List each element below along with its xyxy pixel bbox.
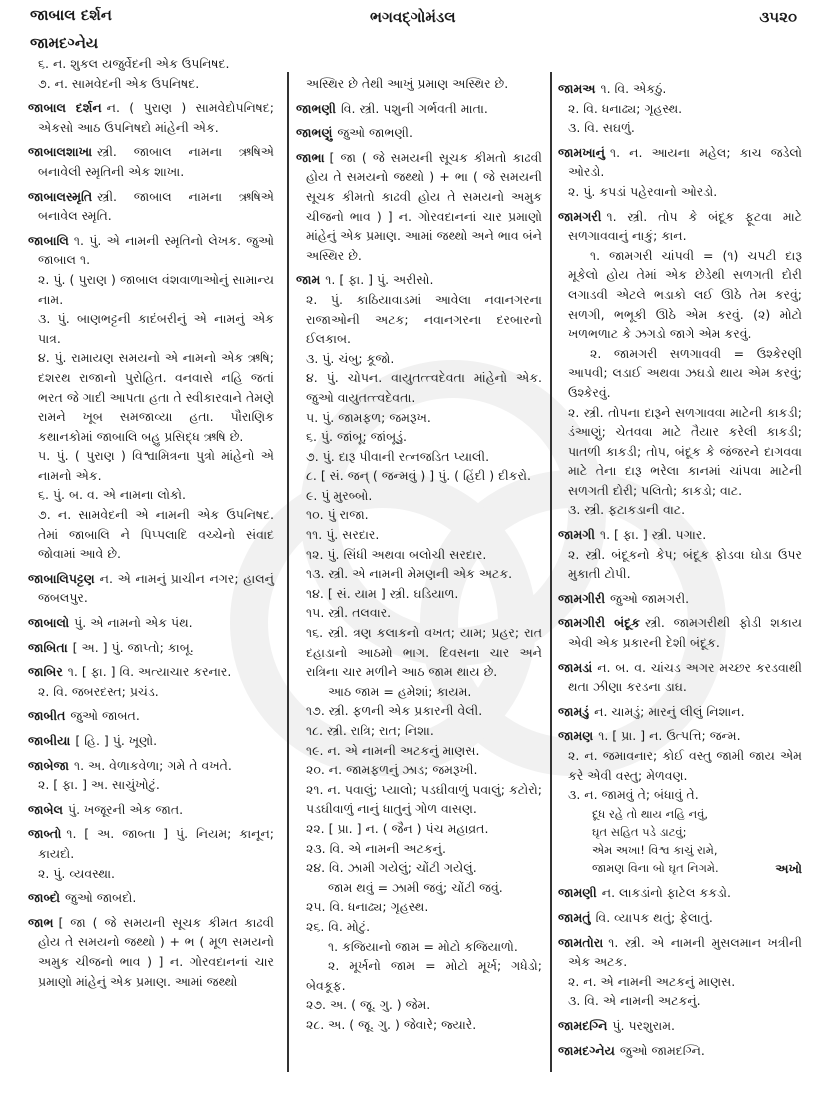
dictionary-entry xyxy=(558,908,802,928)
dictionary-entry xyxy=(558,702,802,722)
entry-sense xyxy=(296,701,542,721)
entry-sense xyxy=(296,545,542,565)
entry-sense xyxy=(296,819,542,839)
entry-sense xyxy=(296,349,542,369)
headword: જામણી xyxy=(558,885,597,901)
dictionary-entry xyxy=(28,888,274,908)
definition-text: [ જા ( જે સમયની સૂચક કીમતો કાઢવી હોય તે સમયનો જથ્થો ) + ભા ( જે સમયની સૂચક કીમતો કાઢવી હોય તે સમયનો અમુક ચીજનો ભાવ ) ] ન. ગોરવદાનનાં ચાર પ્રમાણો માંહેનું એક પ્રમાણ. આમાં જથ્થો અને ભાવ બંને અસ્થિર છે. xyxy=(306,149,542,263)
headword: જાભા xyxy=(296,149,325,165)
dictionary-entry xyxy=(558,207,802,246)
entry-sense xyxy=(296,584,542,604)
entry-sense xyxy=(28,505,274,564)
definition-text: ૧૫. સ્ત્રી. તલવાર. xyxy=(306,605,392,621)
entry-sense xyxy=(558,99,802,119)
definition-text: ૨૦. ન. જામફળનું ઝાડ; જમરૂખી. xyxy=(306,762,478,778)
definition-text: સ્ત્રી. જામગરીથી ફોડી શકાય એવી એક પ્રકારની દેશી બંદૂક. xyxy=(568,615,802,651)
definition-text: ૧૮. સ્ત્રી. રાત્રિ; રાત; નિશા. xyxy=(306,723,434,738)
entry-sense xyxy=(296,74,542,94)
headword: જામખાનું xyxy=(558,144,605,160)
headword: જાબેલ xyxy=(28,801,63,817)
definition-text: ૧. પું. એ નામની સ્મૃતિનો લેખક. જુઓ જાબાલ ૧. xyxy=(38,232,274,268)
entry-sense xyxy=(296,408,542,428)
definition-text: ૩. સ્ત્રી. ફટાકડાની વાટ. xyxy=(568,502,686,518)
dictionary-entry xyxy=(28,706,274,726)
entry-sense xyxy=(296,486,542,506)
dictionary-entry xyxy=(296,148,542,266)
definition-text: ૭. પું. દારૂ પીવાની રત્નજડિત પ્યાલી. xyxy=(306,448,490,464)
definition-text: ૧૦. પું રાજા. xyxy=(306,507,369,523)
definition-text: જુઓ જાબદો. xyxy=(65,890,137,906)
entry-sense xyxy=(558,545,802,584)
definition-text: ૭. ન. સામવેદની એ નામની એક ઉપનિષદ. તેમાં જાબાલિ ને પિપ્પલાદિ વચ્ચેનો સંવાદ જોવામાં આવે છે. xyxy=(38,507,274,562)
entry-sense xyxy=(28,270,274,309)
dictionary-entry xyxy=(296,270,542,290)
definition-text: જુઓ જામગરી. xyxy=(610,590,690,606)
definition-text: ૨. સ્ત્રી. તોપના દારૂને સળગાવવા માટેની કાકડી; ડંઆણું; ચેતવવા માટે તૈયાર કરેલી કાકડી; પાતળી કાકડી; તોપ, બંદૂક કે જંજરને દાગવવા માટે તેના દારૂ ભરેલા કાનમાં ચાંપવા માટેની સળગતી દોરી; પલિતો; કાકડો; વાટ. xyxy=(568,404,802,498)
dictionary-entry xyxy=(28,98,274,137)
definition-text: ૩. ન. જામવું તે; બંધાવું તે. xyxy=(568,787,699,803)
definition-text: વિ. સ્ત્રી. પશુની ગર્ભવતી માતા. xyxy=(340,100,488,116)
entry-sense xyxy=(296,741,542,761)
definition-text: ૪. પું. રામાયણ સમયનો એ નામનો એક ઋષિ; દશરથ રાજાનો પુરોહિત. વનવાસે નહિ જતાં ભરત જે ગાદી આપતા હતા તે સ્વીકારવાને તેમણે રામને ખૂબ સમજાવ્યા હતા. પૌરાણિક કથાનકોમાં જાબાલિ બહુ પ્રસિદ્ધ ઋષિ છે. xyxy=(38,350,274,444)
definition-text: વિ. વ્યાપક થતું; ફેલાતું. xyxy=(595,909,713,925)
entry-sense xyxy=(28,485,274,505)
definition-text: ૨. [ ફા. ] અ. સાચુંખોટું. xyxy=(38,777,160,793)
headword: જાબીયા xyxy=(28,733,71,748)
definition-text: ૧. [ ફા. ] વિ. અત્યાચાર કરનાર. xyxy=(67,664,232,680)
headword: જામણ xyxy=(558,728,594,744)
definition-text: ૪. પું. ચોપન. વાયુતત્ત્વદેવતા માંહેનો એક. જુઓ વાયુતત્ત્વદેવતા. xyxy=(306,370,542,405)
entry-sense xyxy=(296,682,542,702)
entry-sense xyxy=(296,466,542,486)
headword: જામડાં xyxy=(558,659,593,675)
entry-sense xyxy=(296,290,542,349)
definition-text: ૩. પું. ચંબુ; કૂજો. xyxy=(306,350,395,366)
headword: જામદગ્નિ xyxy=(558,1017,608,1033)
definition-text: ૧. સ્ત્રી. તોપ કે બંદૂક ફૂટવા માટે સળગાવવાનું નાકું; કાન. xyxy=(568,208,802,244)
definition-text: ૨. પું. કાઠિયાવાડમાં આવેલા નવાનગરના રાજાઓની અટક; નવાનગરના દરબારનો ઈલકાબ. xyxy=(306,291,542,347)
dictionary-entry xyxy=(558,589,802,609)
definition-text: ૧૪. [ સં. યામ ] સ્ત્રી. ઘડિયાળ. xyxy=(306,585,459,601)
definition-text: ન. લાકડાંનો ફાટેલ કકડો. xyxy=(601,885,731,901)
dictionary-entry xyxy=(558,1016,802,1036)
definition-text: ન. એ નામનું પ્રાચીન નગર; હાલનું જબલપુર. xyxy=(38,570,274,606)
entry-sense xyxy=(296,937,542,957)
definition-text: ૨૮. અ. ( જૂ. ગુ. ) જેવારે; જ્યારે. xyxy=(306,1016,477,1032)
definition-text: ૧. સ્ત્રી. એ નામની મુસલમાન ખત્રીની એક અટક. xyxy=(568,934,802,970)
definition-text: ૨. પું. ( પુરાણ ) જાબાલ વંશવાળાઓનું સામાન્ય નામ. xyxy=(38,271,274,307)
headword: જાબાલશાખા xyxy=(28,144,93,160)
entry-sense xyxy=(28,446,274,485)
definition-text: ૩. વિ. સઘળું. xyxy=(568,120,635,136)
entry-sense xyxy=(296,956,542,995)
definition-text: ૧૨. પું. સિંધી અથવા બલોચી સરદાર. xyxy=(306,546,487,562)
entry-sense xyxy=(296,858,542,878)
entry-sense xyxy=(296,505,542,525)
column-1 xyxy=(28,54,274,991)
definition-text: ૫. પું. જામફળ; જમરૂખ. xyxy=(306,409,431,425)
page-number: ૩૫૨૦ xyxy=(759,8,797,26)
definition-text: ૫. પું. ( પુરાણ ) વિશ્વામિત્રના પુત્રો માંહેનો એ નામનો એક. xyxy=(38,448,274,483)
dictionary-entry xyxy=(28,231,274,270)
column-divider xyxy=(550,72,552,1072)
entry-sense xyxy=(296,878,542,898)
definition-text: ૬. ન. શુકલ યજુર્વેદની એક ઉપનિષદ. xyxy=(38,56,230,71)
dictionary-entry xyxy=(558,79,802,99)
dictionary-entry xyxy=(28,731,274,751)
definition-text: [ હિ. ] પું. ખૂણો. xyxy=(75,733,158,748)
headword: જામડું xyxy=(558,703,590,719)
definition-text: ૧. અ. વેળાકવેળા; ગમે તે વખતે. xyxy=(73,757,232,773)
entry-sense xyxy=(296,780,542,819)
dictionary-entry xyxy=(28,142,274,181)
headword: જામઅ xyxy=(558,81,596,96)
column-3 xyxy=(558,74,802,1060)
definition-text: ૧૧. પું. સરદાર. xyxy=(306,527,380,543)
definition-text: ૨૪. વિ. ઝામી ગયેલું; ચોંટી ગયેલું. xyxy=(306,860,477,876)
definition-text: જામ થવું = ઝામી જવું; ચોંટી જવું. xyxy=(328,879,503,895)
dictionary-entry xyxy=(28,800,274,820)
definition-text: સ્ત્રી. જાબાલ નામના ઋષિએ બનાવેલી સ્મૃતિની એક શાખા. xyxy=(38,144,274,179)
definition-text: ૨૬. વિ. મોટું. xyxy=(306,918,371,934)
verse-line xyxy=(558,805,802,823)
headword: જાબાલિ xyxy=(28,232,69,248)
definition-text: ૭. ન. સામવેદની એક ઉપનિષદ. xyxy=(38,75,200,91)
dictionary-entry xyxy=(28,569,274,608)
headword: જાબીત xyxy=(28,708,66,724)
entry-sense xyxy=(558,182,802,202)
headword: જામગીરી xyxy=(558,590,606,606)
entry-sense xyxy=(296,839,542,859)
dictionary-entry xyxy=(296,99,542,119)
definition-text: ૨. વિ. જબરદસ્ત; પ્રચંડ. xyxy=(38,683,159,699)
dictionary-entry xyxy=(28,662,274,682)
definition-text: ૨. મૂર્ખનો જામ = મોટો મૂર્ખ; ગધેડો; બેવકૂફ. xyxy=(306,958,542,993)
definition-text: ૯. પું મુરબ્બો. xyxy=(306,487,373,503)
dictionary-entry xyxy=(28,638,274,658)
entry-sense xyxy=(296,564,542,584)
running-head-first-word: જાબાલ દર્શન xyxy=(30,6,112,24)
dictionary-entry xyxy=(28,756,274,776)
definition-text: [ અ. ] પું. જાપ્તો; કાબૂ. xyxy=(72,639,194,655)
definition-text: અખો xyxy=(775,860,802,876)
headword: જાબાલો xyxy=(28,615,70,631)
definition-text: ૨૨. [ પ્રા. ] ન. ( જૈન ) પંચ મહાવ્રત. xyxy=(306,820,489,836)
headword: જાબાલસ્મૃતિ xyxy=(28,188,93,204)
definition-text: [ જા ( જે સમયની સૂચક કીમત કાઢવી હોય તે સમયનો જથ્થો ) + ભ ( મૂળ સમયનો અમુક ચીજનો ભાવ ) ] ન. ગોરવદાનનાં ચાર પ્રમાણો માંહેનું એક પ્રમાણ. આમાં જથ્થો xyxy=(38,914,274,989)
headword: જામગી xyxy=(558,527,595,543)
entry-sense xyxy=(296,623,542,682)
definition-text: ૮. [ સં. જન્ ( જન્મવું ) ] પું. ( હિંદી ) દીકરો. xyxy=(306,468,532,484)
dictionary-entry xyxy=(558,613,802,652)
definition-text: જુઓ જાભણી. xyxy=(337,125,413,141)
definition-text: ઘૃત સહિત પડે ડાટવું; xyxy=(592,824,687,839)
entry-sense xyxy=(296,1015,542,1035)
definition-text: ૬. પું. જાંબૂ; જાંબૂડું. xyxy=(306,429,408,445)
definition-text: પું. પરશુરામ. xyxy=(612,1017,675,1033)
entry-sense xyxy=(296,603,542,623)
definition-text: જુઓ જાબત. xyxy=(70,708,140,724)
definition-text: ૧૭. સ્ત્રી. ફળની એક પ્રકારની વેલી. xyxy=(306,703,483,719)
entry-sense xyxy=(28,775,274,795)
entry-sense xyxy=(558,785,802,805)
headword: જાબેજા xyxy=(28,757,69,773)
verse-line xyxy=(558,823,802,841)
definition-text: ૨. ન. જમાવનાર; કોઈ વસ્તુ જામી જાય એમ કરે એવી વસ્તુ; મેળવણ. xyxy=(568,748,802,783)
entry-sense xyxy=(28,309,274,348)
entry-sense xyxy=(558,403,802,501)
definition-text: ૨. પું. કપડાં પહેરવાનો ઓરડો. xyxy=(568,183,718,199)
headword: જામગરી xyxy=(558,208,602,224)
dictionary-entry xyxy=(558,525,802,545)
entry-sense xyxy=(296,760,542,780)
headword: જામ xyxy=(296,272,321,288)
definition-text: દૂધ રહે તો થાય નહિ નવું, xyxy=(592,806,709,821)
headword: જાબિર xyxy=(28,664,63,680)
entry-sense xyxy=(558,500,802,520)
definition-text: ૧. કજિયાનો જામ = મોટો કજિયાળો. xyxy=(328,938,518,954)
entry-sense xyxy=(296,368,542,407)
definition-text: ૨. ન. એ નામની અટકનું માણસ. xyxy=(568,973,736,989)
definition-text: ૧. ન. આયના મહેલ; કાચ જડેલો ઓરડો. xyxy=(568,144,802,180)
headword: જામદગ્નેય xyxy=(558,1042,615,1058)
entry-sense xyxy=(558,246,802,344)
definition-text: ૧૩. સ્ત્રી. એ નામની મેમણની એક અટક. xyxy=(306,566,513,582)
entry-sense xyxy=(296,917,542,937)
headword: જાભણી xyxy=(296,100,336,116)
column-2 xyxy=(296,74,542,1035)
book-title: ભગવદ્ગોમંડલ xyxy=(370,8,456,26)
entry-sense xyxy=(558,118,802,138)
entry-sense xyxy=(296,897,542,917)
definition-text: ૧૯. ન. એ નામની અટકનું માણસ. xyxy=(306,742,480,758)
definition-text: અસ્થિર છે તેથી આખું પ્રમાણ અસ્થિર છે. xyxy=(306,76,509,91)
definition-text: એમ અખા! વિશ્વ કાચું રામે, xyxy=(592,842,718,857)
definition-text: ૧૬. સ્ત્રી. ત્રણ કલાકનો વખત; યામ; પ્રહર; રાત દહાડાનો આઠમો ભાગ. દિવસના ચાર અને રાત્રિના ચાર મળીને આઠ જામ થાય છે. xyxy=(306,625,542,680)
definition-text: ૨૧. ન. પવાલું; પ્યાલો; પડઘીવાળું પવાલું; કટોરો; પડઘીવાળું નાનું ધાતુનું ગોળ વાસણ. xyxy=(306,781,542,817)
dictionary-entry xyxy=(558,726,802,746)
running-head-last-word: જામદગ્નેય xyxy=(30,34,99,52)
verse-line xyxy=(558,841,802,859)
headword: જામતોરા xyxy=(558,934,604,950)
definition-text: જામણ વિના બો ઘૃત નિગમે. xyxy=(592,860,719,875)
entry-sense xyxy=(28,864,274,884)
definition-text: ૩. પું. બાણભટ્ટની કાદંબરીનું એ નામનું એક પાત્ર. xyxy=(38,311,274,346)
column-divider xyxy=(287,72,289,1072)
headword: જાબાલ દર્શન xyxy=(28,100,102,116)
entry-sense xyxy=(28,54,274,74)
entry-sense xyxy=(296,721,542,741)
definition-text: ૨. પું. વ્યવસ્થા. xyxy=(38,865,115,881)
dictionary-entry xyxy=(558,658,802,697)
entry-sense xyxy=(558,746,802,785)
definition-text: ૨. વિ. ધનાઢ્ય; ગૃહસ્થ. xyxy=(568,100,683,116)
definition-text: ૨. જામગરી સળગાવવી = ઉશ્કેરણી આપવી; લડાઈ અથવા ઝઘડો થાય એમ કરવું; ઉશ્કેરવું. xyxy=(568,345,802,400)
definition-text: ન. ચામડું; મારનું લીલું નિશાન. xyxy=(594,703,745,719)
headword: જાબાલિપટ્ટણ xyxy=(28,570,95,586)
headword: જાબિતા xyxy=(28,639,68,655)
definition-text: ૨૩. વિ. એ નામની અટકનું. xyxy=(306,840,446,856)
definition-text: ન. બ. વ. ચાંચડ અગર મચ્છર કરડવાથી થતા ઝીણા કરડના ડાઘ. xyxy=(568,659,802,695)
entry-sense xyxy=(558,991,802,1011)
definition-text: ૨૫. વિ. ધનાઢ્ય; ગૃહસ્થ. xyxy=(306,899,429,915)
definition-text: જુઓ જામદગ્નિ. xyxy=(619,1042,705,1058)
entry-sense xyxy=(28,682,274,702)
definition-text: ૩. વિ. એ નામની અટકનું. xyxy=(568,993,701,1009)
headword: જામતું xyxy=(558,909,591,925)
definition-text: ૨. સ્ત્રી. બંદૂકનો કેપ; બંદૂક ફોડવા ઘોડા ઉપર મુકાતી ટોપી. xyxy=(568,546,802,582)
entry-sense xyxy=(296,995,542,1015)
entry-sense xyxy=(296,525,542,545)
headword: જાબ્દો xyxy=(28,890,61,906)
entry-sense xyxy=(558,344,802,403)
definition-text: ૧. [ અ. જાબ્તા ] પું. નિયમ; કાનૂન; કાયદો. xyxy=(38,826,274,861)
definition-text: ૧. વિ. એકઠું. xyxy=(600,81,667,96)
definition-text: સ્ત્રી. જાબાલ નામના ઋષિએ બનાવેલ સ્મૃતિ. xyxy=(38,188,274,224)
headword: જામગીરી બંદૂક xyxy=(558,615,640,631)
dictionary-entry xyxy=(28,613,274,633)
definition-text: ૧. જામગરી ચાંપવી = (૧) ચપટી દારૂ મૂકેલો હોય તેમાં એક છેડેથી સળગતી દોરી લગાડવી એટલે ભડાકો લઈ ઊઠે તેમ કરવું; સળગી, ભભૂકી ઊઠે એમ કરવું. (૨) મોટો ખળભળાટ કે ઝગડો જાગે એમ કરવું. xyxy=(568,247,802,342)
dictionary-entry xyxy=(558,883,802,903)
dictionary-entry xyxy=(558,143,802,182)
headword: જાબ્તો xyxy=(28,826,62,842)
definition-text: ૬. પું. બ. વ. એ નામના લોકો. xyxy=(38,487,186,503)
definition-text: ન. ( પુરાણ ) સામવેદોપનિષદ; એકસો આઠ ઉપનિષદો માંહેની એક. xyxy=(38,100,274,135)
entry-sense xyxy=(296,447,542,467)
dictionary-entry xyxy=(28,187,274,226)
dictionary-entry xyxy=(558,1041,802,1061)
headword: જાભ xyxy=(28,914,54,930)
definition-text: પું. એ નામનો એક પંથ. xyxy=(74,615,193,631)
entry-sense xyxy=(558,972,802,992)
definition-text: ૧. [ પ્રા. ] ન. ઉત્પત્તિ; જન્મ. xyxy=(598,728,741,744)
definition-text: પું. ખજૂરની એક જાત. xyxy=(67,801,184,817)
dictionary-entry xyxy=(558,933,802,972)
headword: જાભણું xyxy=(296,125,333,141)
definition-text: ૧. [ ફા. ] સ્ત્રી. પગાર. xyxy=(599,527,707,543)
definition-text: ૧. [ ફા. ] પું. અરીસો. xyxy=(325,272,434,288)
definition-text: ૨૭. અ. ( જૂ. ગુ. ) જેમ. xyxy=(306,997,431,1013)
dictionary-entry xyxy=(28,824,274,863)
entry-sense xyxy=(28,348,274,446)
entry-sense xyxy=(28,74,274,94)
definition-text: આઠ જામ = હમેશાં; કાયમ. xyxy=(328,683,472,699)
dictionary-entry xyxy=(28,913,274,991)
entry-sense xyxy=(296,427,542,447)
dictionary-entry xyxy=(296,123,542,143)
